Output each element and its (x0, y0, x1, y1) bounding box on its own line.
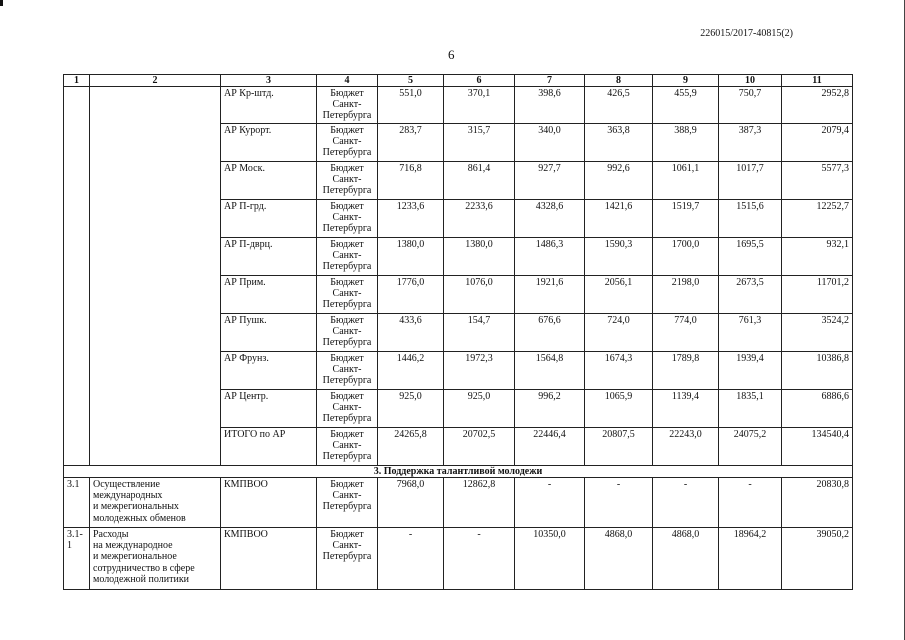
cell-value: 1076,0 (444, 276, 515, 314)
cell-source (317, 238, 378, 276)
cell-value: 2056,1 (585, 276, 653, 314)
cell-value: 1486,3 (515, 238, 585, 276)
cell-value: 12862,8 (444, 478, 515, 528)
budget-table (63, 74, 853, 590)
cell-code (64, 200, 90, 238)
cell-name (90, 124, 221, 162)
cell-name (90, 314, 221, 352)
cell-executor: АР Курорт. (221, 124, 317, 162)
cell-source (317, 276, 378, 314)
column-header: 5 (378, 75, 444, 87)
cell-value: 455,9 (653, 87, 719, 124)
table-body (64, 75, 853, 590)
table-row (64, 478, 853, 528)
name-line: и межрегиональное (93, 551, 177, 563)
name-line: Расходы (93, 529, 129, 540)
cell-value: 20807,5 (585, 428, 653, 466)
cell-value: 1061,1 (653, 162, 719, 200)
cell-value: 1590,3 (585, 238, 653, 276)
cell-value: 11701,2 (782, 276, 853, 314)
table-row (64, 200, 853, 238)
cell-source (317, 200, 378, 238)
cell-value: - (585, 478, 653, 528)
section-row (64, 466, 853, 478)
cell-executor: АР Прим. (221, 276, 317, 314)
table-row (64, 124, 853, 162)
cell-value: 1515,6 (719, 200, 782, 238)
cell-value: 724,0 (585, 314, 653, 352)
cell-value: 24075,2 (719, 428, 782, 466)
cell-source (317, 528, 378, 590)
cell-executor: АР Фрунз. (221, 352, 317, 390)
cell-value: 1380,0 (378, 238, 444, 276)
column-header: 11 (782, 75, 853, 87)
cell-code (64, 238, 90, 276)
cell-value: 388,9 (653, 124, 719, 162)
source-line: Петербурга (322, 299, 372, 311)
cell-value: 387,3 (719, 124, 782, 162)
cell-value: - (378, 528, 444, 590)
cell-executor: АР П-дврц. (221, 238, 317, 276)
cell-value: 7968,0 (378, 478, 444, 528)
cell-value: 24265,8 (378, 428, 444, 466)
name-line: международных (93, 490, 163, 502)
cell-value: 1835,1 (719, 390, 782, 428)
column-header: 2 (90, 75, 221, 87)
cell-value: 6886,6 (782, 390, 853, 428)
cell-value: 363,8 (585, 124, 653, 162)
cell-value: 551,0 (378, 87, 444, 124)
cell-value: 134540,4 (782, 428, 853, 466)
cell-value: 154,7 (444, 314, 515, 352)
name-line: Осуществление (93, 479, 160, 490)
cell-source (317, 87, 378, 124)
source-line: Санкт- (332, 540, 362, 552)
cell-value: 774,0 (653, 314, 719, 352)
cell-value: 426,5 (585, 87, 653, 124)
cell-name (90, 352, 221, 390)
cell-value: 39050,2 (782, 528, 853, 590)
source-line: Бюджет (330, 277, 364, 288)
cell-value: - (444, 528, 515, 590)
source-line: Бюджет (330, 529, 364, 540)
cell-value: 1421,6 (585, 200, 653, 238)
section-title: 3. Поддержка талантливой молодежи (64, 466, 853, 478)
source-line: Петербурга (322, 413, 372, 425)
cell-value: 18964,2 (719, 528, 782, 590)
cell-value: 992,6 (585, 162, 653, 200)
cell-value: 925,0 (378, 390, 444, 428)
cell-source (317, 478, 378, 528)
cell-value: 1519,7 (653, 200, 719, 238)
source-line: Санкт- (332, 402, 362, 414)
cell-value: 340,0 (515, 124, 585, 162)
cell-value: - (653, 478, 719, 528)
cell-value: 925,0 (444, 390, 515, 428)
cell-value: 22243,0 (653, 428, 719, 466)
cell-value: - (719, 478, 782, 528)
cell-value: 1065,9 (585, 390, 653, 428)
source-line: Петербурга (322, 337, 372, 349)
cell-value: 433,6 (378, 314, 444, 352)
source-line: Бюджет (330, 429, 364, 440)
cell-value: 370,1 (444, 87, 515, 124)
cell-value: 1776,0 (378, 276, 444, 314)
cell-name (90, 390, 221, 428)
source-line: Санкт- (332, 326, 362, 338)
cell-value: 315,7 (444, 124, 515, 162)
cell-name (90, 428, 221, 466)
cell-value: 1017,7 (719, 162, 782, 200)
cell-code: 3.1 (64, 478, 90, 528)
cell-code (64, 390, 90, 428)
source-line: Бюджет (330, 353, 364, 364)
cell-code (64, 162, 90, 200)
table-row (64, 87, 853, 124)
source-line: Бюджет (330, 315, 364, 326)
cell-value: 10386,8 (782, 352, 853, 390)
cell-value: - (515, 478, 585, 528)
source-line: Санкт- (332, 136, 362, 148)
cell-value: 1139,4 (653, 390, 719, 428)
cell-name (90, 87, 221, 124)
table-row (64, 390, 853, 428)
table-row (64, 428, 853, 466)
source-line: Санкт- (332, 99, 362, 111)
table-row (64, 352, 853, 390)
cell-name (90, 478, 221, 528)
cell-code (64, 314, 90, 352)
document-number: 226015/2017-40815(2) (700, 28, 793, 39)
cell-value: 20830,8 (782, 478, 853, 528)
cell-value: 10350,0 (515, 528, 585, 590)
name-line: сотрудничество в сфере (93, 562, 195, 574)
cell-value: 20702,5 (444, 428, 515, 466)
source-line: Санкт- (332, 440, 362, 452)
cell-value: 1700,0 (653, 238, 719, 276)
name-line: молодежных обменов (93, 512, 186, 524)
corner-scan-mark (0, 0, 3, 6)
source-line: Бюджет (330, 88, 364, 99)
cell-value: 1695,5 (719, 238, 782, 276)
table-row (64, 528, 853, 590)
column-header: 8 (585, 75, 653, 87)
cell-value: 716,8 (378, 162, 444, 200)
source-line: Петербурга (322, 261, 372, 273)
cell-code: 3.1-1 (64, 528, 90, 590)
cell-value: 2198,0 (653, 276, 719, 314)
column-header: 4 (317, 75, 378, 87)
cell-value: 2673,5 (719, 276, 782, 314)
cell-value: 996,2 (515, 390, 585, 428)
cell-value: 4328,6 (515, 200, 585, 238)
cell-source (317, 428, 378, 466)
page-number: 6 (448, 47, 455, 62)
source-line: Бюджет (330, 479, 364, 490)
cell-value: 1674,3 (585, 352, 653, 390)
source-line: Бюджет (330, 125, 364, 136)
cell-value: 12252,7 (782, 200, 853, 238)
cell-value: 1921,6 (515, 276, 585, 314)
cell-executor: АР Пушк. (221, 314, 317, 352)
source-line: Петербурга (322, 185, 372, 197)
cell-value: 1939,4 (719, 352, 782, 390)
cell-value: 761,3 (719, 314, 782, 352)
cell-name (90, 200, 221, 238)
source-line: Санкт- (332, 212, 362, 224)
source-line: Санкт- (332, 364, 362, 376)
source-line: Санкт- (332, 490, 362, 502)
cell-name (90, 276, 221, 314)
source-line: Санкт- (332, 174, 362, 186)
cell-source (317, 314, 378, 352)
table-row (64, 276, 853, 314)
cell-name (90, 528, 221, 590)
table-row (64, 314, 853, 352)
cell-value: 1380,0 (444, 238, 515, 276)
cell-value: 1233,6 (378, 200, 444, 238)
cell-executor: АР Кр-штд. (221, 87, 317, 124)
name-line: на международное (93, 540, 173, 552)
cell-value: 932,1 (782, 238, 853, 276)
cell-value: 3524,2 (782, 314, 853, 352)
table-row (64, 162, 853, 200)
cell-code (64, 87, 90, 124)
cell-value: 861,4 (444, 162, 515, 200)
cell-value: 1446,2 (378, 352, 444, 390)
cell-value: 2952,8 (782, 87, 853, 124)
source-line: Санкт- (332, 250, 362, 262)
column-header: 9 (653, 75, 719, 87)
source-line: Бюджет (330, 163, 364, 174)
cell-value: 283,7 (378, 124, 444, 162)
source-line: Санкт- (332, 288, 362, 300)
cell-executor: АР Моск. (221, 162, 317, 200)
cell-executor: АР Центр. (221, 390, 317, 428)
cell-code (64, 428, 90, 466)
cell-value: 927,7 (515, 162, 585, 200)
source-line: Петербурга (322, 451, 372, 463)
cell-executor: ИТОГО по АР (221, 428, 317, 466)
name-line: молодежной политики (93, 573, 190, 585)
column-header: 6 (444, 75, 515, 87)
source-line: Петербурга (322, 147, 372, 159)
cell-code (64, 276, 90, 314)
cell-source (317, 390, 378, 428)
cell-name (90, 162, 221, 200)
cell-name (90, 238, 221, 276)
source-line: Петербурга (322, 223, 372, 235)
source-line: Бюджет (330, 391, 364, 402)
header-row (64, 75, 853, 87)
column-header: 7 (515, 75, 585, 87)
name-line: и межрегиональных (93, 501, 179, 513)
cell-value: 5577,3 (782, 162, 853, 200)
cell-code (64, 124, 90, 162)
column-header: 1 (64, 75, 90, 87)
source-line: Петербурга (322, 501, 372, 513)
cell-value: 1564,8 (515, 352, 585, 390)
cell-source (317, 124, 378, 162)
cell-value: 750,7 (719, 87, 782, 124)
source-line: Петербурга (322, 551, 372, 563)
cell-source (317, 352, 378, 390)
cell-value: 2079,4 (782, 124, 853, 162)
cell-executor: АР П-грд. (221, 200, 317, 238)
cell-value: 1972,3 (444, 352, 515, 390)
cell-value: 22446,4 (515, 428, 585, 466)
source-line: Бюджет (330, 239, 364, 250)
cell-value: 398,6 (515, 87, 585, 124)
table-row (64, 238, 853, 276)
column-header: 10 (719, 75, 782, 87)
cell-source (317, 162, 378, 200)
source-line: Бюджет (330, 201, 364, 212)
cell-executor: КМПВОО (221, 528, 317, 590)
column-header: 3 (221, 75, 317, 87)
source-line: Петербурга (322, 375, 372, 387)
cell-value: 676,6 (515, 314, 585, 352)
cell-value: 2233,6 (444, 200, 515, 238)
source-line: Петербурга (322, 110, 372, 122)
cell-value: 4868,0 (585, 528, 653, 590)
cell-code (64, 352, 90, 390)
cell-value: 1789,8 (653, 352, 719, 390)
cell-executor: КМПВОО (221, 478, 317, 528)
cell-value: 4868,0 (653, 528, 719, 590)
